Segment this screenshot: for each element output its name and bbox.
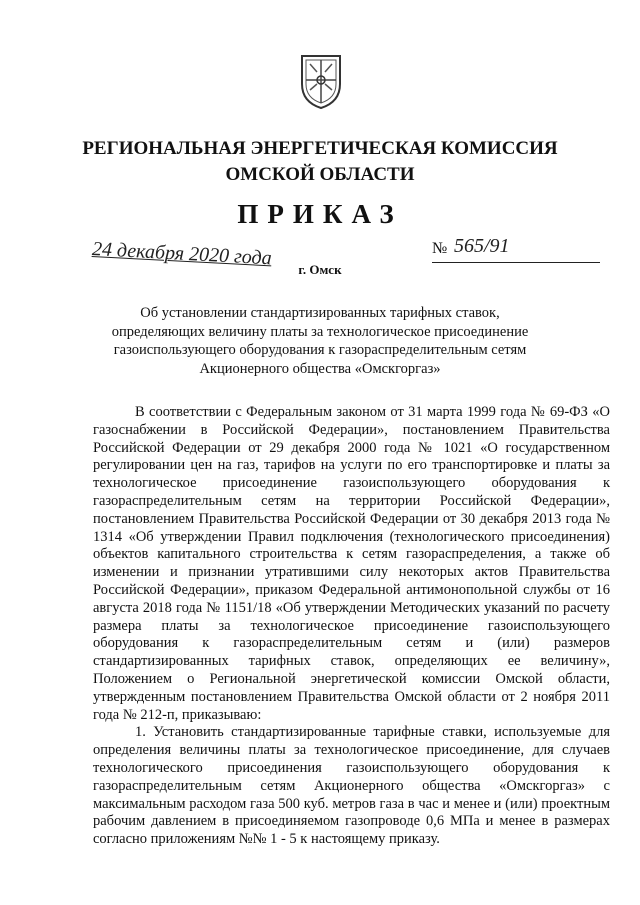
preamble-paragraph: В соответствии с Федеральным законом от 31 марта 1999 года № 69-ФЗ «О газоснабжении в Российской Федерации», постановлением Правительства Российской Федерации от 29 декабря 2000 года № 1021 «О государственном регулировании цен на газ, тарифов на услуги по его транспортировке и платы за технологическое присоединение газоиспользующего оборудования к газораспределительным сетям на территории Российской Федерации», постановлением Правительства Российской Федерации от 30 декабря 2013 года № 1314 «Об утверждении Правил подключения (технологического присоединения) объектов капитального строительства к сетям газораспределения, а также об изменении и признании утратившими силу некоторых актов Правительства Российской Федерации», приказом Федеральной антимонопольной службы от 16 августа 2018 года № 1151/18 «Об утверждении Методических указаний по расчету размера платы за технологическое присоединение газоиспользующего оборудования к газораспределительным сетям и (или) размеров стандартизированных тарифных ставок, определяющих ее величину», Положением о Региональной энергетической комиссии Омской области, утвержденным постановлением Правительства Омской области от 2 ноября 2011 года № 212-п, приказываю: bbox=[93, 404, 610, 723]
document-type-title: ПРИКАЗ bbox=[237, 199, 403, 229]
clause-1-paragraph: 1. Установить стандартизированные тарифные ставки, используемые для определения величины платы за технологическое присоединение, для случаев технологического присоединения газоиспользующего оборудования к газораспределительным сетям Акционерного общества «Омскгоргаз» с максимальным расходом газа 500 куб. метров газа в час и менее и (или) проектным рабочим давлением в присоединяемом газопроводе 0,6 МПа и менее в размерах согласно приложениям №№ 1 - 5 к настоящему приказу. bbox=[93, 724, 610, 848]
handwritten-number: 565/91 bbox=[454, 235, 510, 257]
subject-line-4: Акционерного общества «Омскгоргаз» bbox=[199, 360, 441, 377]
order-subject bbox=[100, 304, 540, 378]
subject-line-3: газоиспользующего оборудования к газораспределительным сетям bbox=[113, 342, 527, 358]
coat-of-arms-icon bbox=[298, 50, 344, 110]
document-number bbox=[432, 235, 600, 263]
org-line-1: РЕГИОНАЛЬНАЯ ЭНЕРГЕТИЧЕСКАЯ КОМИССИЯ bbox=[82, 138, 558, 159]
subject-line-1: Об установлении стандартизированных тарифных ставок, bbox=[140, 305, 500, 321]
organization-name bbox=[0, 136, 640, 188]
subject-line-2: определяющих величину платы за технологическое присоединение bbox=[111, 323, 529, 340]
city-label: г. Омск bbox=[298, 262, 342, 277]
handwritten-date: 24 декабря 2020 года bbox=[91, 238, 273, 270]
org-line-2: ОМСКОЙ ОБЛАСТИ bbox=[225, 164, 415, 185]
number-prefix: № bbox=[432, 240, 448, 257]
order-body bbox=[93, 404, 610, 849]
